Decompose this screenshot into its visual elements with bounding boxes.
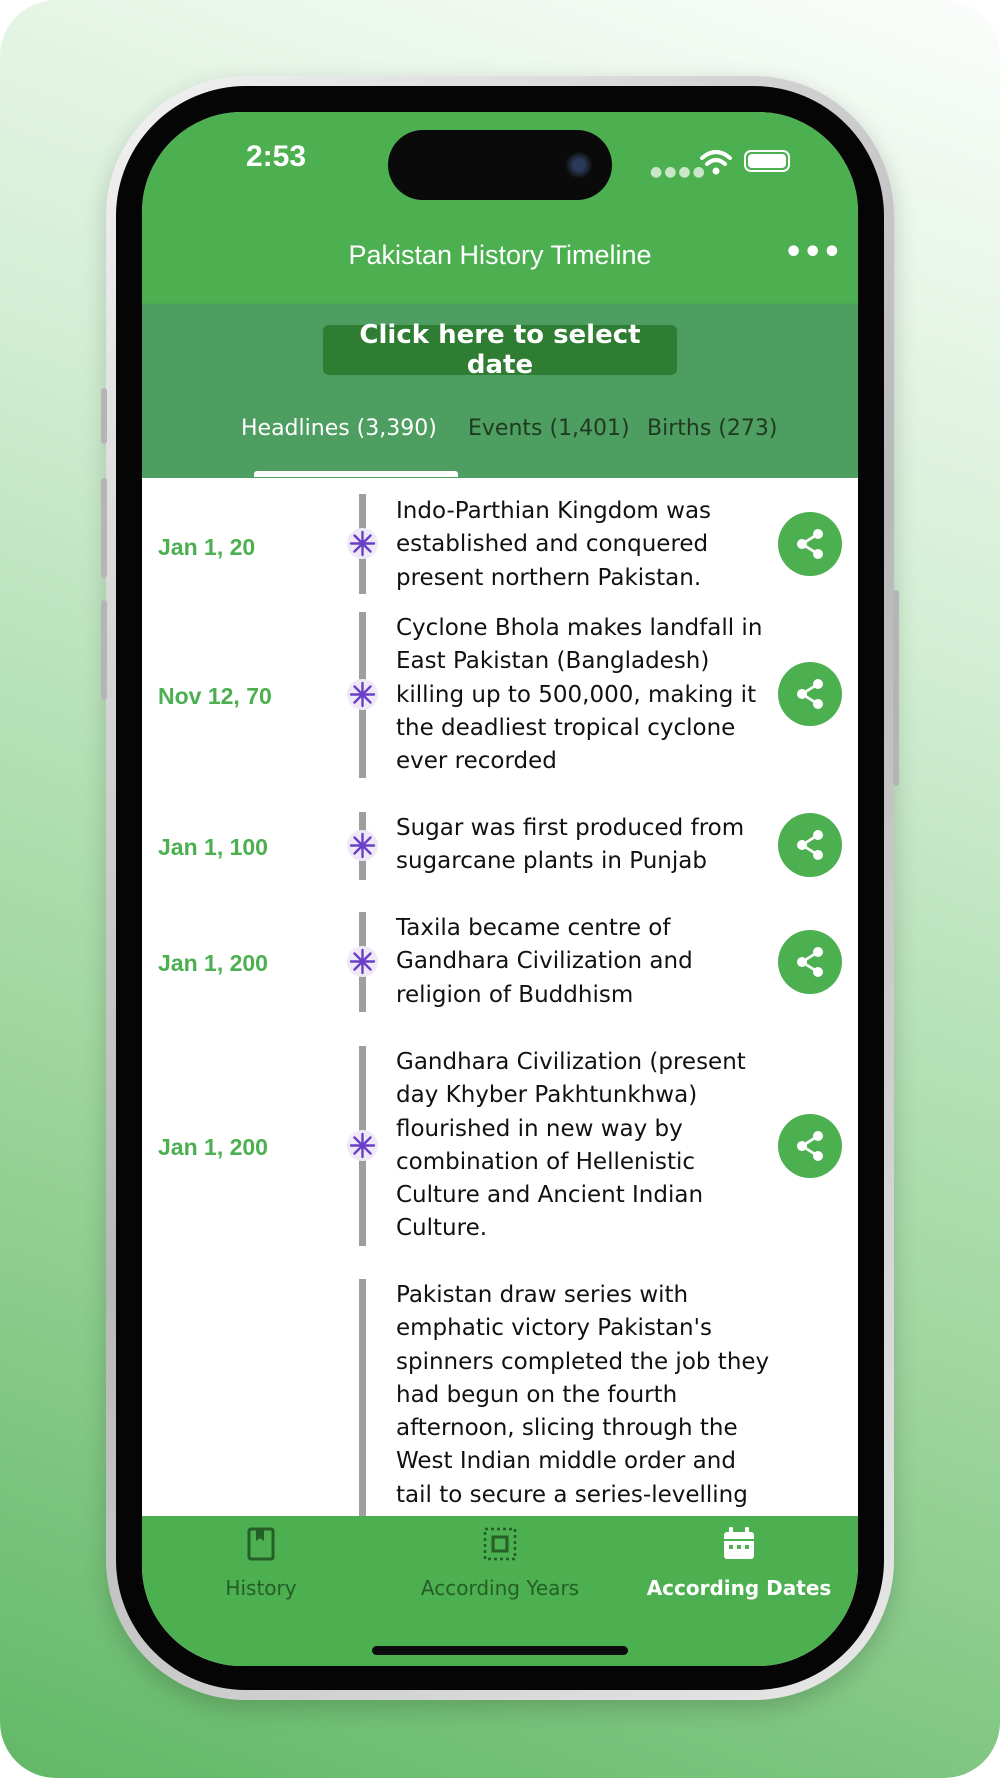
date-band: [142, 304, 858, 478]
timeline-text: Gandhara Civilization (present day Khyber Pakhtunkhwa) flourished in new way by combination of Hellenistic Culture and Ancient Indian Culture.: [396, 1049, 746, 1242]
timeline-row: [142, 612, 858, 812]
timeline-marker-icon: [347, 830, 378, 861]
share-button[interactable]: [778, 1114, 842, 1178]
timeline-marker-icon: [347, 1130, 378, 1161]
share-icon: [793, 828, 827, 862]
share-icon: [793, 677, 827, 711]
active-tab-indicator: [254, 471, 458, 477]
nav-label: History: [225, 1576, 297, 1600]
timeline-date: Jan 1, 200: [158, 950, 268, 976]
dynamic-island: [388, 130, 612, 200]
phone-side-button: [101, 478, 107, 578]
timeline-date: Jan 1, 20: [158, 534, 256, 560]
timeline-list[interactable]: [142, 478, 858, 1516]
battery-icon: [744, 150, 790, 172]
share-button[interactable]: [778, 930, 842, 994]
timeline-marker-icon: [347, 679, 378, 710]
timeline-marker-icon: [347, 528, 378, 559]
tab-births[interactable]: Births (273): [647, 416, 778, 441]
phone-screen: [142, 112, 858, 1666]
book-icon: [243, 1526, 279, 1562]
timeline-date: Nov 12, 70: [158, 683, 272, 709]
nav-item-according-dates[interactable]: [620, 1526, 858, 1626]
timeline-row: [142, 1046, 858, 1279]
timeline-text: Taxila became centre of Gandhara Civilization and religion of Buddhism: [396, 915, 693, 1008]
calendar-icon: [721, 1526, 757, 1562]
timeline-text: Pakistan draw series with emphatic victory Pakistan's spinners completed the job they had begun on the fourth afternoon, slicing through the West Indian middle order and tail to secure a series-levelling: [396, 1282, 770, 1508]
nav-item-history[interactable]: [142, 1526, 380, 1626]
share-icon: [793, 945, 827, 979]
select-date-button[interactable]: Click here to select date: [323, 325, 677, 375]
phone-side-button: [101, 600, 107, 700]
timeline-text: Indo-Parthian Kingdom was established and conquered present northern Pakistan.: [396, 498, 712, 591]
timeline-row: [142, 812, 858, 912]
timeline-row: [142, 1279, 858, 1516]
app-header: [142, 112, 858, 304]
timeline-connector: [359, 1279, 366, 1516]
share-button[interactable]: [778, 662, 842, 726]
more-options-icon[interactable]: •••: [784, 235, 842, 270]
share-icon: [793, 1129, 827, 1163]
phone-side-button: [101, 388, 107, 444]
timeline-row: [142, 912, 858, 1046]
share-button[interactable]: [778, 813, 842, 877]
timeline-date: Jan 1, 200: [158, 1134, 268, 1160]
status-time: 2:53: [246, 140, 307, 173]
camera-icon: [566, 152, 592, 178]
share-button[interactable]: [778, 512, 842, 576]
home-indicator[interactable]: [372, 1646, 628, 1655]
tab-events[interactable]: Events (1,401): [468, 416, 630, 441]
signal-icon: ●●●●: [650, 164, 707, 180]
timeline-date: Jan 1, 100: [158, 834, 268, 860]
bottom-nav: [142, 1516, 858, 1666]
timeline-text: Sugar was first produced from sugarcane plants in Punjab: [396, 815, 745, 875]
tab-headlines[interactable]: Headlines (3,390): [241, 416, 437, 441]
wifi-icon: [700, 148, 732, 176]
nav-item-according-years[interactable]: [381, 1526, 619, 1626]
timeline-text: Cyclone Bhola makes landfall in East Pakistan (Bangladesh) killing up to 500,000, making it the deadliest tropical cyclone ever recorded: [396, 615, 763, 775]
nav-label: According Years: [420, 1576, 580, 1600]
timeline-marker-icon: [347, 946, 378, 977]
page-title: Pakistan History Timeline: [348, 240, 652, 270]
calendar-grid-icon: [482, 1526, 518, 1562]
timeline-row: [142, 478, 858, 612]
share-icon: [793, 527, 827, 561]
nav-label: According Dates: [646, 1576, 832, 1600]
phone-side-button: [893, 590, 899, 786]
